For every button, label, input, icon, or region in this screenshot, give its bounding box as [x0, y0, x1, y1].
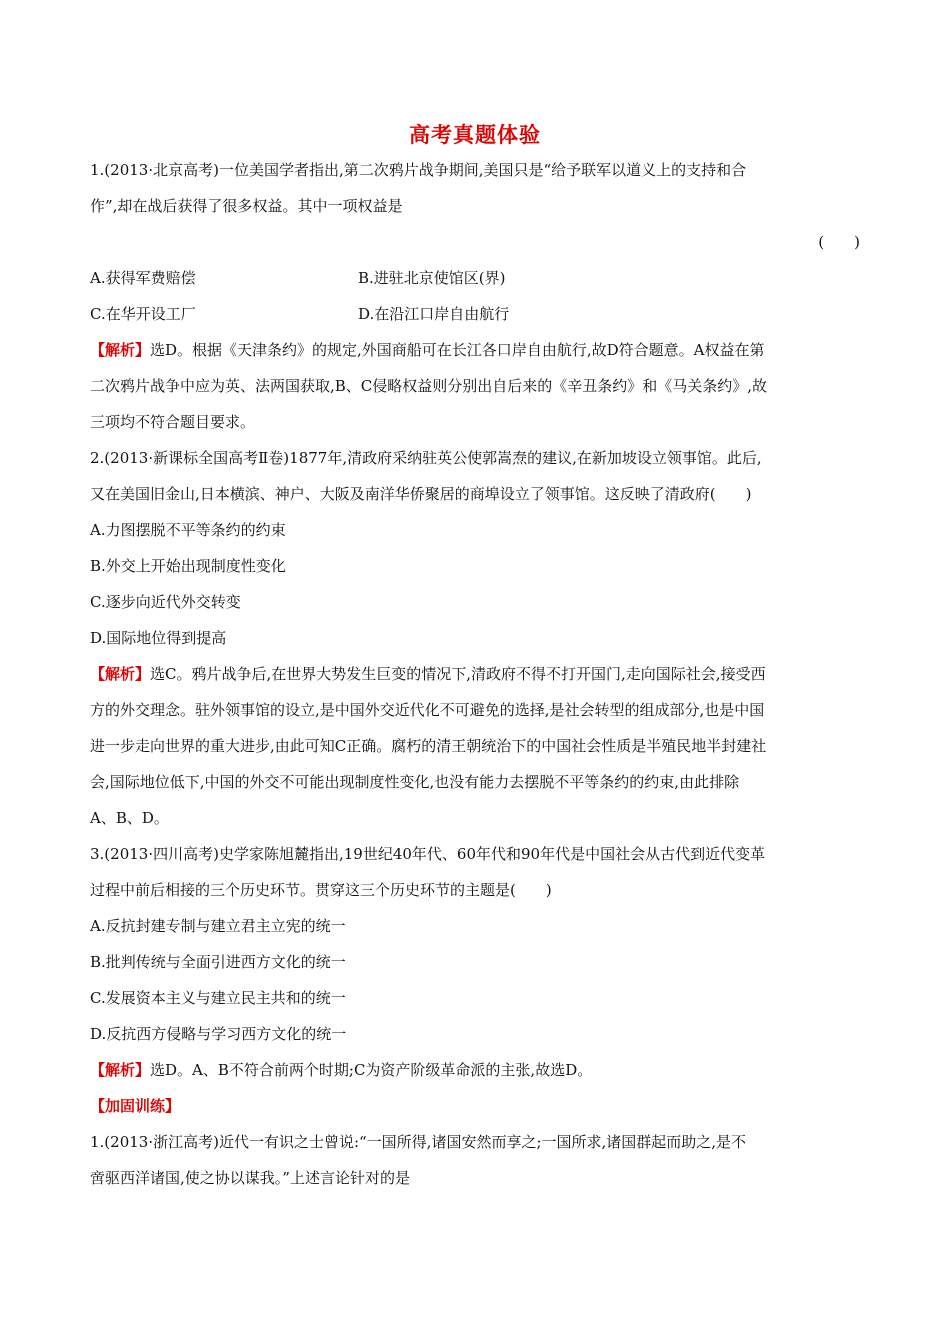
q2-analysis-text1: 选C。鸦片战争后,在世界大势发生巨变的情况下,清政府不得不打开国门,走向国际社会,接受西	[150, 665, 766, 683]
analysis-label: 【解析】	[90, 665, 151, 683]
q3-option-a: A.反抗封建专制与建立君主立宪的统一	[90, 917, 346, 935]
q1-option-b: B.进驻北京使馆区(界)	[358, 269, 506, 287]
q1-analysis-line1	[90, 332, 862, 368]
reinforce-stem-line2: 啻驱西洋诸国,使之协以谋我。”上述言论针对的是	[90, 1169, 410, 1187]
q2-stem-line1: 2.(2013·新课标全国高考Ⅱ卷)1877年,清政府采纳驻英公使郭嵩焘的建议,在新加坡设立领事馆。此后,	[90, 449, 762, 467]
q2-option-c: C.逐步向近代外交转变	[90, 593, 241, 611]
reinforce-heading	[90, 1088, 862, 1124]
q3-option-d: D.反抗西方侵略与学习西方文化的统一	[90, 1025, 347, 1043]
document-body	[90, 152, 862, 1196]
q2-analysis-line5: A、B、D。	[90, 809, 169, 827]
q1-options-row2	[90, 296, 862, 332]
analysis-label: 【解析】	[90, 341, 151, 359]
q2-option-b: B.外交上开始出现制度性变化	[90, 557, 286, 575]
q2-option-d: D.国际地位得到提高	[90, 629, 227, 647]
q1-answer-paren: ( )	[818, 233, 860, 251]
q1-stem-line1: 1.(2013·北京高考)一位美国学者指出,第二次鸦片战争期间,美国只是“给予联军以道义上的支持和合	[90, 161, 747, 179]
q1-option-c: C.在华开设工厂	[90, 305, 196, 323]
q1-analysis-line3: 三项均不符合题目要求。	[90, 413, 256, 431]
q2-stem-line2: 又在美国旧金山,日本横滨、神户、大阪及南洋华侨聚居的商埠设立了领事馆。这反映了清政府( )	[90, 485, 752, 503]
q2-option-a: A.力图摆脱不平等条约的约束	[90, 521, 286, 539]
q3-stem-line1: 3.(2013·四川高考)史学家陈旭麓指出,19世纪40年代、60年代和90年代是中国社会从古代到近代变革	[90, 845, 766, 863]
q3-option-c: C.发展资本主义与建立民主共和的统一	[90, 989, 346, 1007]
q2-analysis-line4: 会,国际地位低下,中国的外交不可能出现制度性变化,也没有能力去摆脱不平等条约的约束,由此排除	[90, 773, 740, 791]
q2-analysis-line3: 进一步走向世界的重大进步,由此可知C正确。腐朽的清王朝统治下的中国社会性质是半殖民地半封建社	[90, 737, 767, 755]
q3-stem-line2: 过程中前后相接的三个历史环节。贯穿这三个历史环节的主题是( )	[90, 881, 552, 899]
q3-analysis-line1	[90, 1052, 862, 1088]
reinforce-label: 【加固训练】	[90, 1097, 181, 1115]
q3-option-b: B.批判传统与全面引进西方文化的统一	[90, 953, 346, 971]
analysis-label: 【解析】	[90, 1061, 151, 1079]
q1-option-d: D.在沿江口岸自由航行	[358, 305, 510, 323]
q2-analysis-line1	[90, 656, 862, 692]
q1-stem-line2: 作”,却在战后获得了很多权益。其中一项权益是	[90, 197, 403, 215]
reinforce-stem-line1: 1.(2013·浙江高考)近代一有识之士曾说:“一国所得,诸国安然而享之;一国所求,诸国群起而助之,是不	[90, 1133, 747, 1151]
q1-analysis-text1: 选D。根据《天津条约》的规定,外国商船可在长江各口岸自由航行,故D符合题意。A权益在第	[150, 341, 765, 359]
q1-analysis-line2: 二次鸦片战争中应为英、法两国获取,B、C侵略权益则分别出自后来的《辛丑条约》和《马关条约》,故	[90, 377, 768, 395]
q3-analysis-text1: 选D。A、B不符合前两个时期;C为资产阶级革命派的主张,故选D。	[150, 1061, 593, 1079]
q2-analysis-line2: 方的外交理念。驻外领事馆的设立,是中国外交近代化不可避免的选择,是社会转型的组成部分,也是中国	[90, 701, 765, 719]
q1-options-row1	[90, 260, 862, 296]
q1-option-a: A.获得军费赔偿	[90, 269, 196, 287]
page-title: 高考真题体验	[409, 122, 541, 147]
